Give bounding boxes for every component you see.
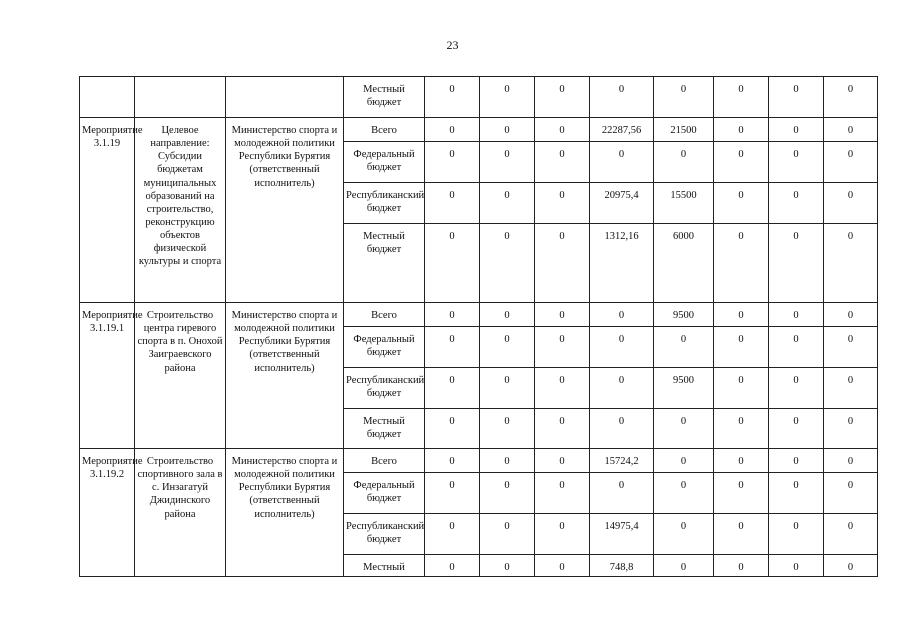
- activity-code: Мероприятие 3.1.19: [80, 118, 135, 303]
- activity-executor: Министерство спорта и молодежной политики Республики Бурятия (ответственный исполнитель): [226, 449, 344, 577]
- source-cell: Местный бюджет: [344, 409, 425, 449]
- value-cell: 15500: [654, 183, 714, 224]
- value-cell: 0: [714, 118, 769, 142]
- activity-executor: Министерство спорта и молодежной политики Республики Бурятия (ответственный исполнитель): [226, 118, 344, 303]
- value-cell: 0: [824, 473, 878, 514]
- value-cell: 0: [769, 118, 824, 142]
- value-cell: 0: [425, 368, 480, 409]
- value-cell: 0: [769, 555, 824, 577]
- activity-code: Мероприятие 3.1.19.2: [80, 449, 135, 577]
- value-cell: 0: [480, 409, 535, 449]
- value-cell: 0: [714, 449, 769, 473]
- value-cell: 0: [714, 368, 769, 409]
- value-cell: 0: [535, 224, 590, 303]
- table-row: [80, 118, 878, 142]
- value-cell: 0: [769, 224, 824, 303]
- value-cell: 0: [769, 449, 824, 473]
- source-cell: Республиканский бюджет: [344, 368, 425, 409]
- value-cell: 0: [425, 327, 480, 368]
- source-cell: Всего: [344, 118, 425, 142]
- value-cell: 0: [714, 473, 769, 514]
- value-cell: 15724,2: [590, 449, 654, 473]
- value-cell: 0: [654, 449, 714, 473]
- value-cell: 0: [590, 368, 654, 409]
- value-cell: 0: [425, 473, 480, 514]
- value-cell: 0: [535, 327, 590, 368]
- source-cell: Местный бюджет: [344, 224, 425, 303]
- value-cell: 0: [425, 449, 480, 473]
- activity-name: Строительство центра гиревого спорта в п. Онохой Заиграевского района: [135, 303, 226, 449]
- value-cell: 748,8: [590, 555, 654, 577]
- value-cell: 0: [769, 183, 824, 224]
- value-cell: 0: [824, 409, 878, 449]
- value-cell: 0: [480, 142, 535, 183]
- value-cell: 0: [535, 555, 590, 577]
- value-cell: 0: [824, 118, 878, 142]
- value-cell: 0: [824, 77, 878, 118]
- value-cell: 0: [654, 142, 714, 183]
- value-cell: 0: [425, 77, 480, 118]
- source-cell: Всего: [344, 303, 425, 327]
- value-cell: 0: [480, 449, 535, 473]
- page-number: 23: [446, 38, 459, 52]
- value-cell: 0: [535, 303, 590, 327]
- value-cell: 0: [714, 327, 769, 368]
- value-cell: 0: [590, 473, 654, 514]
- value-cell: 0: [769, 514, 824, 555]
- value-cell: 0: [480, 327, 535, 368]
- source-cell: Федеральный бюджет: [344, 327, 425, 368]
- source-cell: Местный бюджет: [344, 77, 425, 118]
- table-row: [80, 77, 878, 118]
- value-cell: 0: [824, 142, 878, 183]
- source-cell: Федеральный бюджет: [344, 142, 425, 183]
- value-cell: 0: [535, 368, 590, 409]
- value-cell: 0: [590, 327, 654, 368]
- value-cell: 0: [824, 514, 878, 555]
- value-cell: 9500: [654, 368, 714, 409]
- value-cell: 0: [769, 409, 824, 449]
- value-cell: 0: [425, 183, 480, 224]
- value-cell: 0: [824, 224, 878, 303]
- value-cell: 0: [535, 473, 590, 514]
- source-cell: Местный: [344, 555, 425, 577]
- value-cell: 21500: [654, 118, 714, 142]
- value-cell: 0: [654, 409, 714, 449]
- value-cell: 0: [769, 473, 824, 514]
- value-cell: 0: [654, 514, 714, 555]
- value-cell: 0: [480, 368, 535, 409]
- value-cell: 0: [824, 327, 878, 368]
- value-cell: 0: [535, 118, 590, 142]
- value-cell: 0: [480, 555, 535, 577]
- value-cell: 0: [535, 409, 590, 449]
- source-cell: Всего: [344, 449, 425, 473]
- value-cell: 1312,16: [590, 224, 654, 303]
- activity-executor: Министерство спорта и молодежной политики Республики Бурятия (ответственный исполнитель): [226, 303, 344, 449]
- value-cell: 0: [824, 555, 878, 577]
- value-cell: 0: [535, 449, 590, 473]
- activity-name: Строительство спортивного зала в с. Инзагатуй Джидинского района: [135, 449, 226, 577]
- value-cell: 0: [824, 368, 878, 409]
- budget-table: [79, 76, 878, 577]
- empty-cell: [226, 77, 344, 118]
- value-cell: 0: [769, 77, 824, 118]
- value-cell: 0: [769, 142, 824, 183]
- value-cell: 0: [714, 224, 769, 303]
- empty-cell: [80, 77, 135, 118]
- value-cell: 0: [824, 183, 878, 224]
- value-cell: 0: [535, 183, 590, 224]
- activity-code: Мероприятие 3.1.19.1: [80, 303, 135, 449]
- value-cell: 0: [480, 183, 535, 224]
- value-cell: 9500: [654, 303, 714, 327]
- value-cell: 0: [480, 303, 535, 327]
- value-cell: 0: [480, 514, 535, 555]
- value-cell: 0: [769, 368, 824, 409]
- value-cell: 0: [535, 142, 590, 183]
- table-row: [80, 449, 878, 473]
- value-cell: 0: [654, 327, 714, 368]
- value-cell: 0: [425, 118, 480, 142]
- value-cell: 0: [654, 77, 714, 118]
- value-cell: 0: [714, 142, 769, 183]
- value-cell: 6000: [654, 224, 714, 303]
- table-row: [80, 303, 878, 327]
- value-cell: 0: [425, 224, 480, 303]
- value-cell: 20975,4: [590, 183, 654, 224]
- value-cell: 0: [425, 514, 480, 555]
- value-cell: 0: [714, 409, 769, 449]
- value-cell: 0: [535, 514, 590, 555]
- value-cell: 0: [714, 514, 769, 555]
- empty-cell: [135, 77, 226, 118]
- value-cell: 0: [769, 327, 824, 368]
- value-cell: 0: [480, 473, 535, 514]
- source-cell: Республиканский бюджет: [344, 183, 425, 224]
- source-cell: Федеральный бюджет: [344, 473, 425, 514]
- source-cell: Республиканский бюджет: [344, 514, 425, 555]
- value-cell: 0: [824, 449, 878, 473]
- value-cell: 0: [480, 224, 535, 303]
- value-cell: 0: [654, 555, 714, 577]
- value-cell: 0: [480, 77, 535, 118]
- value-cell: 0: [425, 409, 480, 449]
- value-cell: 14975,4: [590, 514, 654, 555]
- value-cell: 0: [714, 77, 769, 118]
- value-cell: 0: [425, 555, 480, 577]
- value-cell: 0: [590, 409, 654, 449]
- value-cell: 0: [824, 303, 878, 327]
- value-cell: 0: [714, 303, 769, 327]
- value-cell: 0: [714, 555, 769, 577]
- value-cell: 0: [590, 142, 654, 183]
- value-cell: 0: [425, 142, 480, 183]
- value-cell: 22287,56: [590, 118, 654, 142]
- value-cell: 0: [535, 77, 590, 118]
- value-cell: 0: [590, 77, 654, 118]
- value-cell: 0: [480, 118, 535, 142]
- value-cell: 0: [769, 303, 824, 327]
- value-cell: 0: [590, 303, 654, 327]
- value-cell: 0: [654, 473, 714, 514]
- value-cell: 0: [425, 303, 480, 327]
- activity-name: Целевое направление: Субсидии бюджетам муниципальных образований на строительство, реконструкцию объектов физической культуры и спорта: [135, 118, 226, 303]
- value-cell: 0: [714, 183, 769, 224]
